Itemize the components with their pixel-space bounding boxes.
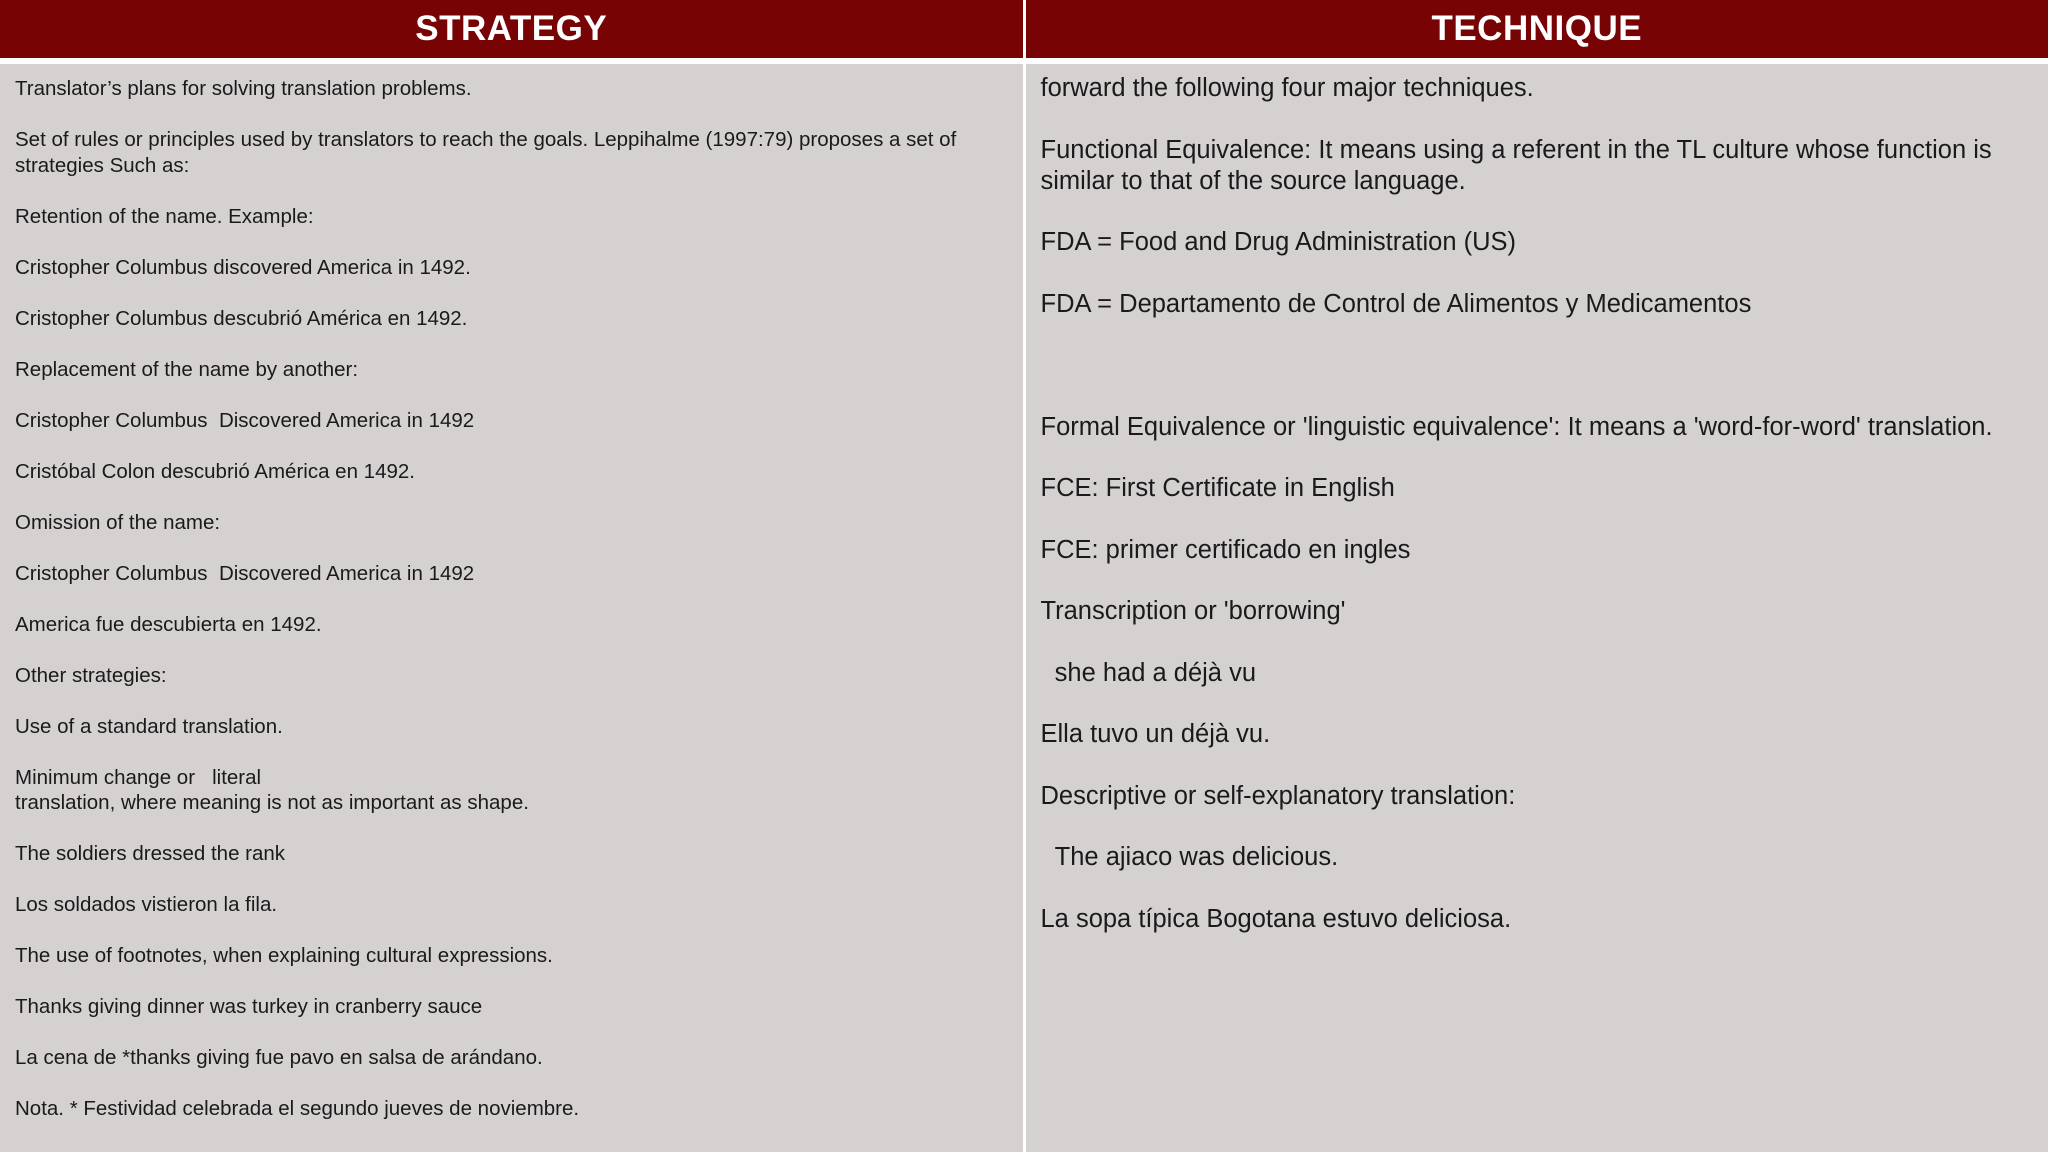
- strategy-line: Thanks giving dinner was turkey in cranberry sauce: [15, 995, 483, 1018]
- technique-line: Functional Equivalence: It means using a referent in the TL culture whose function is similar to that of the source language.: [1040, 135, 1992, 195]
- strategy-line: La cena de *thanks giving fue pavo en salsa de arándano.: [15, 1046, 543, 1069]
- technique-line: FDA = Departamento de Control de Alimentos y Medicamentos: [1040, 289, 1752, 318]
- strategy-line: Los soldados vistieron la fila.: [15, 893, 278, 916]
- technique-line: The ajiaco was delicious.: [1040, 843, 1339, 871]
- strategy-line: Minimum change or literal translation, where meaning is not as important as shape.: [15, 765, 529, 814]
- technique-line: forward the following four major techniques.: [1040, 74, 1534, 102]
- strategy-line: Use of a standard translation.: [15, 714, 283, 738]
- strategy-line: Cristopher Columbus discovered America in 1492.: [15, 255, 471, 279]
- technique-header: TECHNIQUE: [1024, 0, 2048, 61]
- technique-line: FCE: primer certificado en ingles: [1040, 535, 1411, 564]
- technique-line: Transcription or 'borrowing': [1040, 597, 1346, 625]
- strategy-line: The soldiers dressed the rank: [15, 842, 286, 865]
- strategy-line: Nota. * Festividad celebrada el segundo jueves de noviembre.: [15, 1097, 580, 1120]
- header-row: [0, 0, 2048, 61]
- strategy-line: Omission of the name:: [15, 510, 221, 534]
- strategy-line: Set of rules or principles used by translators to reach the goals. Leppihalme (1997:79) proposes a set of strategies Such as:: [15, 128, 957, 177]
- strategy-cell: [0, 61, 1024, 1152]
- technique-line: FDA = Food and Drug Administration (US): [1040, 228, 1516, 256]
- strategy-line: Cristóbal Colon descubrió América en 1492.: [15, 459, 415, 483]
- strategy-line: Replacement of the name by another:: [15, 357, 359, 381]
- technique-line: La sopa típica Bogotana estuvo deliciosa.: [1040, 904, 1512, 933]
- technique-line: FCE: First Certificate in English: [1040, 474, 1395, 502]
- technique-line: Ella tuvo un déjà vu.: [1040, 720, 1271, 748]
- technique-line: she had a déjà vu: [1040, 658, 1256, 687]
- technique-line: Descriptive or self-explanatory translation:: [1040, 781, 1516, 810]
- strategy-line: The use of footnotes, when explaining cultural expressions.: [15, 944, 553, 967]
- strategy-header: STRATEGY: [0, 0, 1024, 61]
- strategy-line: Other strategies:: [15, 663, 167, 687]
- content-row: [0, 61, 2048, 1152]
- strategy-line: Cristopher Columbus Discovered America in 1492: [15, 408, 475, 432]
- strategy-line: Cristopher Columbus descubrió América en 1492.: [15, 306, 468, 330]
- strategy-line: Translator’s plans for solving translation problems.: [15, 77, 472, 100]
- technique-cell: [1024, 61, 2048, 1152]
- technique-line: Formal Equivalence or 'linguistic equivalence': It means a 'word-for-word' translation.: [1040, 412, 1993, 441]
- strategy-line: America fue descubierta en 1492.: [15, 612, 322, 636]
- strategy-line: Cristopher Columbus Discovered America in 1492: [15, 561, 475, 585]
- strategy-line: Retention of the name. Example:: [15, 204, 314, 228]
